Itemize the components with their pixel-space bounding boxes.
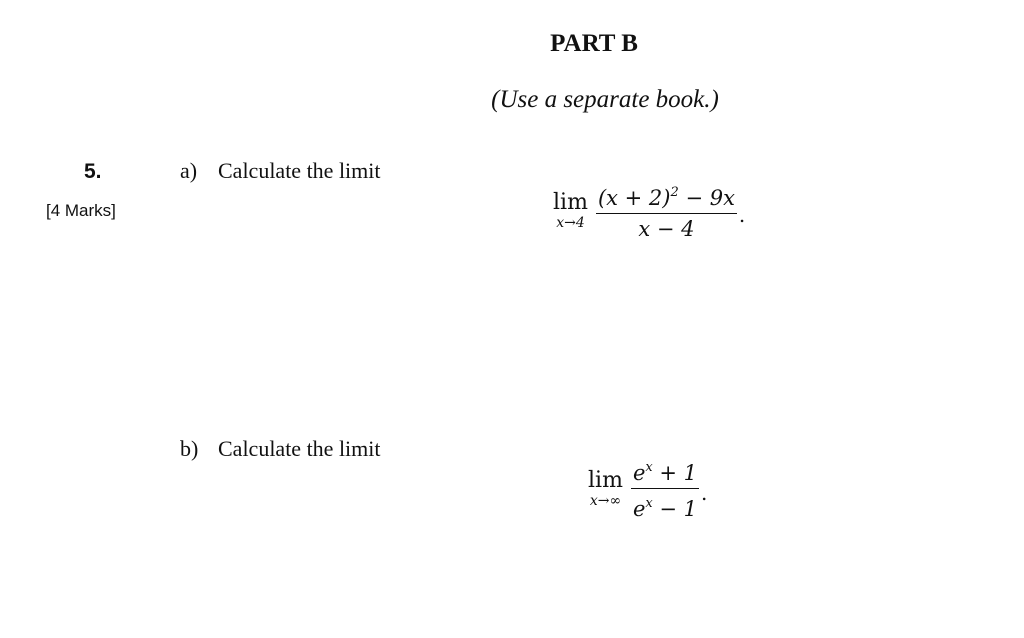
part-b-numerator: $e^x + 1$: [632, 460, 698, 485]
question-marks: [4 Marks]: [46, 201, 116, 220]
part-a-numerator: $(x + 2)^2 - 9x$: [597, 185, 735, 210]
part-b-lim-subscript: x→∞: [589, 492, 622, 509]
part-a-label: a): [180, 158, 198, 183]
part-b-lim-word: lim: [588, 467, 623, 493]
part-b-denominator: $e^x - 1$: [632, 496, 698, 521]
part-a-terminator: .: [738, 203, 746, 227]
part-a-lim-word: lim: [553, 190, 588, 215]
part-a-denominator: x − 4: [638, 217, 695, 241]
part-a-lim-subscript: x→4: [556, 215, 585, 231]
part-b-fraction: [631, 455, 699, 522]
part-a-limit-operator: [553, 191, 588, 231]
part-a-fraction: [596, 180, 737, 242]
question-number: 5.: [84, 160, 102, 183]
part-b-limit-operator: [588, 469, 623, 509]
part-b-fraction-bar: [631, 488, 699, 489]
instruction-text: (Use a separate book.): [491, 86, 719, 113]
part-b-prompt-line: [180, 436, 381, 462]
part-a-formula: [553, 180, 745, 242]
part-b-label: b): [180, 436, 199, 461]
part-b-formula: [588, 455, 707, 522]
part-a-prompt-line: [180, 158, 381, 184]
part-b-terminator: .: [701, 480, 708, 505]
part-title: PART B: [550, 30, 638, 57]
part-a-prompt: Calculate the limit: [218, 158, 381, 183]
part-a-fraction-bar: [596, 213, 737, 214]
part-b-prompt: Calculate the limit: [218, 436, 381, 461]
